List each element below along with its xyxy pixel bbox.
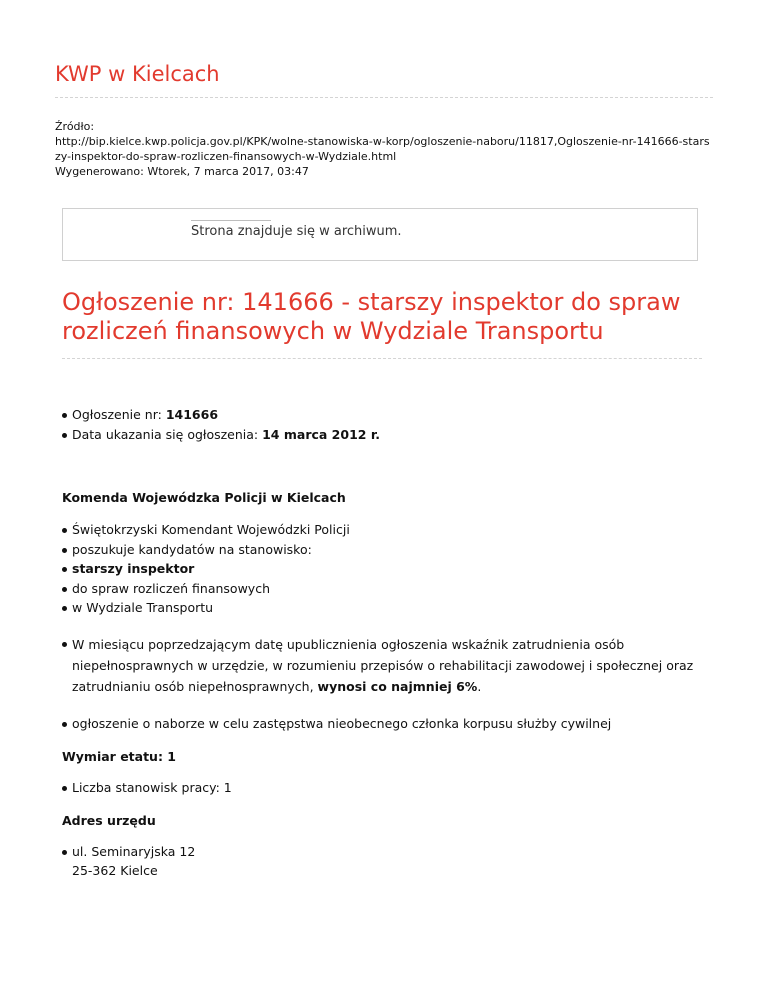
header-divider [55,97,713,98]
employment-end: . [477,678,482,694]
list-item [62,778,702,798]
office-item: Świętokrzyski Komendant Wojewódzki Policji [72,522,350,537]
page-title: Ogłoszenie nr: 141666 - starszy inspektor do spraw rozliczeń finansowych w Wydziale Transportu [62,288,681,345]
office-list [62,520,702,618]
list-item [62,598,702,618]
list-item [62,714,702,734]
announcement-number-value: 141666 [165,407,219,422]
generated-timestamp: Wygenerowano: Wtorek, 7 marca 2017, 03:47 [55,165,309,178]
workload-heading: Wymiar etatu: 1 [62,749,177,764]
employment-list [62,634,702,697]
address-list [62,842,702,881]
address-city: 25-362 Kielce [72,863,158,878]
list-item [62,540,702,560]
source-block [55,119,715,179]
list-item [62,579,702,599]
site-title[interactable]: KWP w Kielcach [55,62,220,86]
positions-text: Liczba stanowisk pracy: 1 [72,780,232,795]
announcement-number-label: Ogłoszenie nr: [72,407,166,422]
employment-text: W miesiącu poprzedzającym datę upublicznienia ogłoszenia wskaźnik zatrudnienia osób niepełnosprawnych w urzędzie, w rozumieniu przepisów o rehabilitacji zawodowej i społecznej oraz zatrudnianiu osób niepełnosprawnych, [72,636,694,694]
archive-rule [191,220,271,221]
title-divider [62,358,702,359]
archive-notice-box [62,208,698,261]
source-url[interactable]: http://bip.kielce.kwp.policja.gov.pl/KPK/wolne-stanowiska-w-korp/ogloszenie-naboru/11817,Ogloszenie-nr-141666-starszy-inspektor-do-spraw-rozliczen-finansowych-w-Wydziale.html [55,135,710,163]
list-item [62,405,702,425]
replacement-text: ogłoszenie o naborze w celu zastępstwa nieobecnego członka korpusu służby cywilnej [72,715,612,731]
office-item: w Wydziale Transportu [72,600,214,615]
office-item: do spraw rozliczeń finansowych [72,580,270,596]
list-item [62,520,702,540]
positions-list [62,778,702,798]
employment-bold: wynosi co najmniej 6% [317,678,478,694]
publication-date-label: Data ukazania się ogłoszenia: [72,426,263,442]
address-street: ul. Seminaryjska 12 [72,843,196,859]
article-content [62,405,702,881]
list-item [62,559,702,579]
office-heading: Komenda Wojewódzka Policji w Kielcach [62,490,346,505]
list-item [62,425,702,445]
meta-list [62,405,702,444]
office-item: poszukuje kandydatów na stanowisko: [72,541,312,557]
source-label: Źródło: [55,120,95,133]
list-item [62,842,702,881]
list-item [62,634,702,697]
office-item: starszy inspektor [72,561,195,576]
publication-date-value: 14 marca 2012 r. [262,426,380,442]
archive-notice: Strona znajduje się w archiwum. [191,224,402,239]
replacement-list [62,714,702,734]
address-heading: Adres urzędu [62,812,156,828]
